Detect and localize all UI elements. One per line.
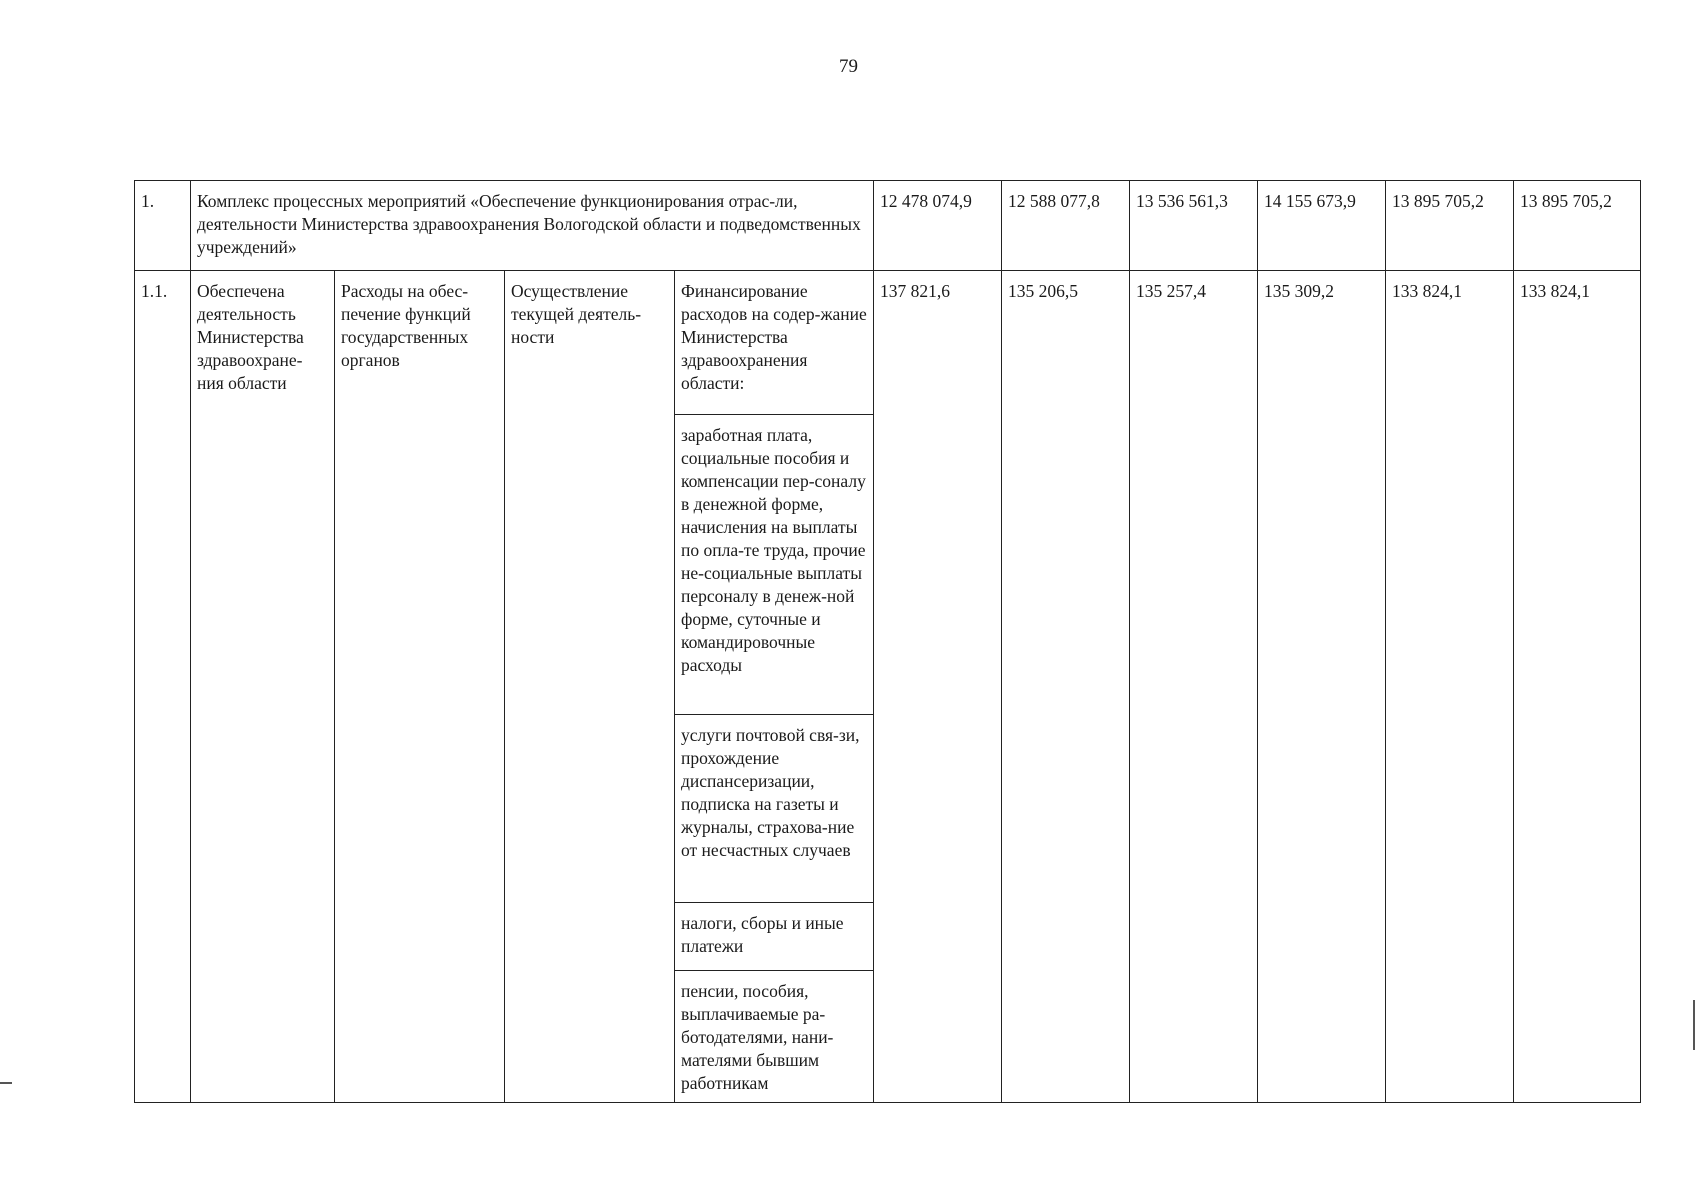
activity-cell: Осуществление текущей деятель-ности xyxy=(505,271,675,1103)
value-cell: 13 895 705,2 xyxy=(1514,181,1641,271)
subitem-cell: услуги почтовой свя-зи, прохождение диспансеризации, подписка на газеты и журналы, страхова-ние от несчастных случаев xyxy=(675,715,874,903)
value-cell: 133 824,1 xyxy=(1386,271,1514,1103)
scan-artifact-left xyxy=(0,1082,12,1084)
value-cell: 13 895 705,2 xyxy=(1386,181,1514,271)
program-title-cell: Комплекс процессных мероприятий «Обеспечение функционирования отрас-ли, деятельности Министерства здравоохранения Вологодской области и подведомственных учреждений» xyxy=(191,181,874,271)
value-cell: 133 824,1 xyxy=(1514,271,1641,1103)
result-cell: Обеспечена деятельность Министерства здравоохране-ния области xyxy=(191,271,335,1103)
subitem-cell: пенсии, пособия, выплачиваемые ра-ботодателями, нани-мателями бывшим работникам xyxy=(675,971,874,1103)
scan-artifact-right xyxy=(1693,1000,1695,1050)
page-number: 79 xyxy=(839,56,858,77)
value-cell: 137 821,6 xyxy=(874,271,1002,1103)
value-cell: 135 206,5 xyxy=(1002,271,1130,1103)
budget-table xyxy=(134,180,1641,1103)
value-cell: 14 155 673,9 xyxy=(1258,181,1386,271)
row-number-cell: 1. xyxy=(135,181,191,271)
table-row-1-1 xyxy=(135,271,1641,415)
value-cell: 135 257,4 xyxy=(1130,271,1258,1103)
table-row-1 xyxy=(135,181,1641,271)
row-number-cell: 1.1. xyxy=(135,271,191,1103)
value-cell: 12 478 074,9 xyxy=(874,181,1002,271)
value-cell: 12 588 077,8 xyxy=(1002,181,1130,271)
subitem-cell: Финансирование расходов на содер-жание Министерства здравоохранения области: xyxy=(675,271,874,415)
subitem-cell: налоги, сборы и иные платежи xyxy=(675,903,874,971)
expense-type-cell: Расходы на обес-печение функций государственных органов xyxy=(335,271,505,1103)
value-cell: 13 536 561,3 xyxy=(1130,181,1258,271)
value-cell: 135 309,2 xyxy=(1258,271,1386,1103)
subitem-cell: заработная плата, социальные пособия и компенсации пер-соналу в денежной форме, начисления на выплаты по опла-те труда, прочие не-социальные выплаты персоналу в денеж-ной форме, суточные и командировочные расходы xyxy=(675,415,874,715)
